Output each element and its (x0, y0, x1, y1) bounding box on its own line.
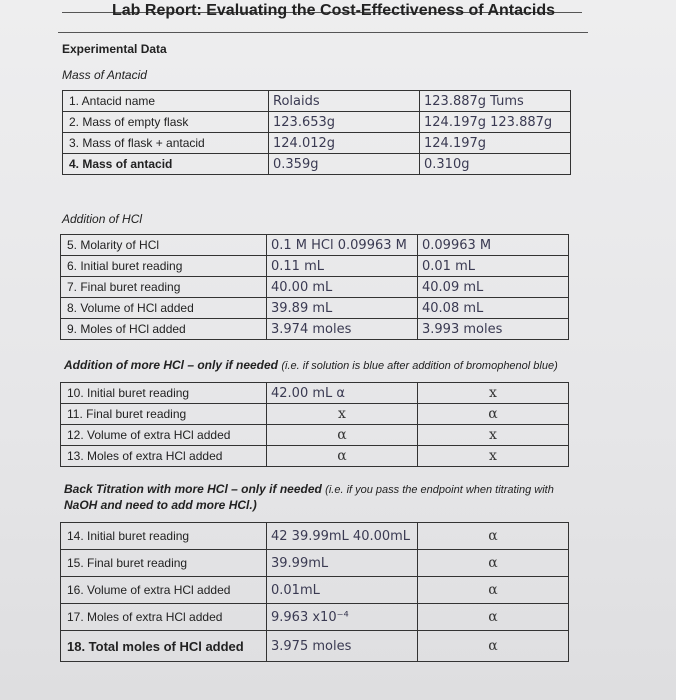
handwritten-value: Rolaids (273, 93, 320, 109)
blank-mark: α (488, 406, 498, 422)
row-label: 5. Molarity of HCl (61, 235, 267, 256)
table-row (63, 133, 571, 154)
value-cell (269, 154, 420, 175)
table-row (63, 154, 571, 175)
handwritten-value: 0.359g (273, 156, 319, 172)
handwritten-value: 0.09963 M (422, 237, 492, 253)
addition-of-hcl-heading: Addition of HCl (62, 212, 143, 226)
handwritten-value: 124.012g (273, 135, 336, 151)
value-cell (267, 523, 418, 550)
row-label: 8. Volume of HCl added (61, 298, 267, 319)
row-label: 10. Initial buret reading (61, 383, 267, 404)
handwritten-value: 124.197g 123.887g (424, 114, 553, 130)
blank-mark: α (488, 528, 498, 544)
value-cell (267, 256, 418, 277)
handwritten-value: 3.974 moles (271, 321, 352, 337)
value-cell (267, 550, 418, 577)
value-cell (267, 319, 418, 340)
value-cell (267, 446, 418, 467)
blank-mark: α (488, 638, 498, 654)
value-cell (420, 154, 571, 175)
handwritten-value: 40.09 mL (422, 279, 484, 295)
table-row (61, 631, 569, 662)
value-cell (267, 631, 418, 662)
extra-note-main: Addition of more HCl – only if needed (64, 358, 279, 372)
handwritten-value: 124.197g (424, 135, 487, 151)
blank-mark: x (489, 427, 497, 443)
handwritten-value: 0.01 mL (422, 258, 475, 274)
value-cell (420, 91, 571, 112)
experimental-data-heading: Experimental Data (62, 42, 167, 56)
back-note-line2: NaOH and need to add more HCl.) (64, 498, 257, 512)
page-title: Lab Report: Evaluating the Cost-Effectiveness of Antacids (112, 2, 556, 19)
value-cell (267, 298, 418, 319)
table-row (61, 277, 569, 298)
table-row (63, 112, 571, 133)
value-cell (418, 631, 569, 662)
blank-mark: α (337, 427, 347, 443)
row-label: 18. Total moles of HCl added (61, 631, 267, 662)
row-label: 16. Volume of extra HCl added (61, 577, 267, 604)
value-cell (418, 383, 569, 404)
handwritten-value: 123.653g (273, 114, 336, 130)
handwritten-value: 0.310g (424, 156, 470, 172)
value-cell (418, 577, 569, 604)
table-row (61, 425, 569, 446)
table-row (61, 523, 569, 550)
handwritten-value: 0.11 mL (271, 258, 324, 274)
value-cell (418, 604, 569, 631)
handwritten-value: 42 39.99mL 40.00mL (271, 528, 411, 544)
row-label: 14. Initial buret reading (61, 523, 267, 550)
extra-hcl-table (60, 382, 569, 467)
handwritten-value: 9.963 x10⁻⁴ (271, 609, 349, 625)
handwritten-value: 0.1 M HCl 0.09963 M (271, 237, 407, 253)
blank-mark: x (338, 406, 346, 422)
value-cell (418, 404, 569, 425)
value-cell (267, 425, 418, 446)
row-label: 15. Final buret reading (61, 550, 267, 577)
table-row (61, 577, 569, 604)
back-titration-note (64, 482, 624, 513)
value-cell (269, 91, 420, 112)
blank-mark: α (337, 448, 347, 464)
back-titration-table (60, 522, 569, 662)
row-label: 13. Moles of extra HCl added (61, 446, 267, 467)
blank-mark: x (489, 448, 497, 464)
table-row (61, 383, 569, 404)
value-cell (267, 604, 418, 631)
value-cell (269, 112, 420, 133)
table-row (63, 91, 571, 112)
table-row (61, 256, 569, 277)
row-label: 7. Final buret reading (61, 277, 267, 298)
value-cell (267, 277, 418, 298)
row-label: 9. Moles of HCl added (61, 319, 267, 340)
table-row (61, 298, 569, 319)
row-label: 11. Final buret reading (61, 404, 267, 425)
back-note-main: Back Titration with more HCl – only if needed (64, 482, 322, 496)
handwritten-value: 0.01mL (271, 582, 320, 598)
handwritten-value: 39.99mL (271, 555, 329, 571)
value-cell (420, 133, 571, 154)
row-label: 1. Antacid name (63, 91, 269, 112)
blank-mark: α (488, 555, 498, 571)
handwritten-value: 3.993 moles (422, 321, 503, 337)
handwritten-value: 40.08 mL (422, 300, 484, 316)
handwritten-value: 39.89 mL (271, 300, 333, 316)
row-label: 3. Mass of flask + antacid (63, 133, 269, 154)
table-row (61, 604, 569, 631)
table-row (61, 235, 569, 256)
value-cell (420, 112, 571, 133)
value-cell (418, 235, 569, 256)
back-note-detail: (i.e. if you pass the endpoint when titrating with (325, 484, 554, 496)
value-cell (267, 577, 418, 604)
row-label: 4. Mass of antacid (63, 154, 269, 175)
value-cell (418, 550, 569, 577)
value-cell (267, 235, 418, 256)
value-cell (418, 319, 569, 340)
handwritten-value: 42.00 mL α (271, 385, 345, 401)
extra-note-detail: (i.e. if solution is blue after addition of bromophenol blue) (281, 360, 558, 372)
value-cell (418, 446, 569, 467)
table-row (61, 446, 569, 467)
title-bottom-rule (58, 32, 588, 33)
handwritten-value: 3.975 moles (271, 638, 352, 654)
blank-mark: x (489, 385, 497, 401)
value-cell (418, 298, 569, 319)
value-cell (418, 277, 569, 298)
table-row (61, 550, 569, 577)
value-cell (269, 133, 420, 154)
value-cell (267, 383, 418, 404)
row-label: 12. Volume of extra HCl added (61, 425, 267, 446)
row-label: 6. Initial buret reading (61, 256, 267, 277)
row-label: 2. Mass of empty flask (63, 112, 269, 133)
value-cell (418, 523, 569, 550)
value-cell (418, 256, 569, 277)
table-row (61, 319, 569, 340)
blank-mark: α (488, 582, 498, 598)
blank-mark: α (488, 609, 498, 625)
value-cell (267, 404, 418, 425)
extra-hcl-note (64, 358, 558, 372)
mass-of-antacid-heading: Mass of Antacid (62, 68, 147, 82)
table-row (61, 404, 569, 425)
mass-table (62, 90, 571, 175)
handwritten-value: 40.00 mL (271, 279, 333, 295)
handwritten-value: 123.887g Tums (424, 93, 524, 109)
hcl-table (60, 234, 569, 340)
value-cell (418, 425, 569, 446)
row-label: 17. Moles of extra HCl added (61, 604, 267, 631)
